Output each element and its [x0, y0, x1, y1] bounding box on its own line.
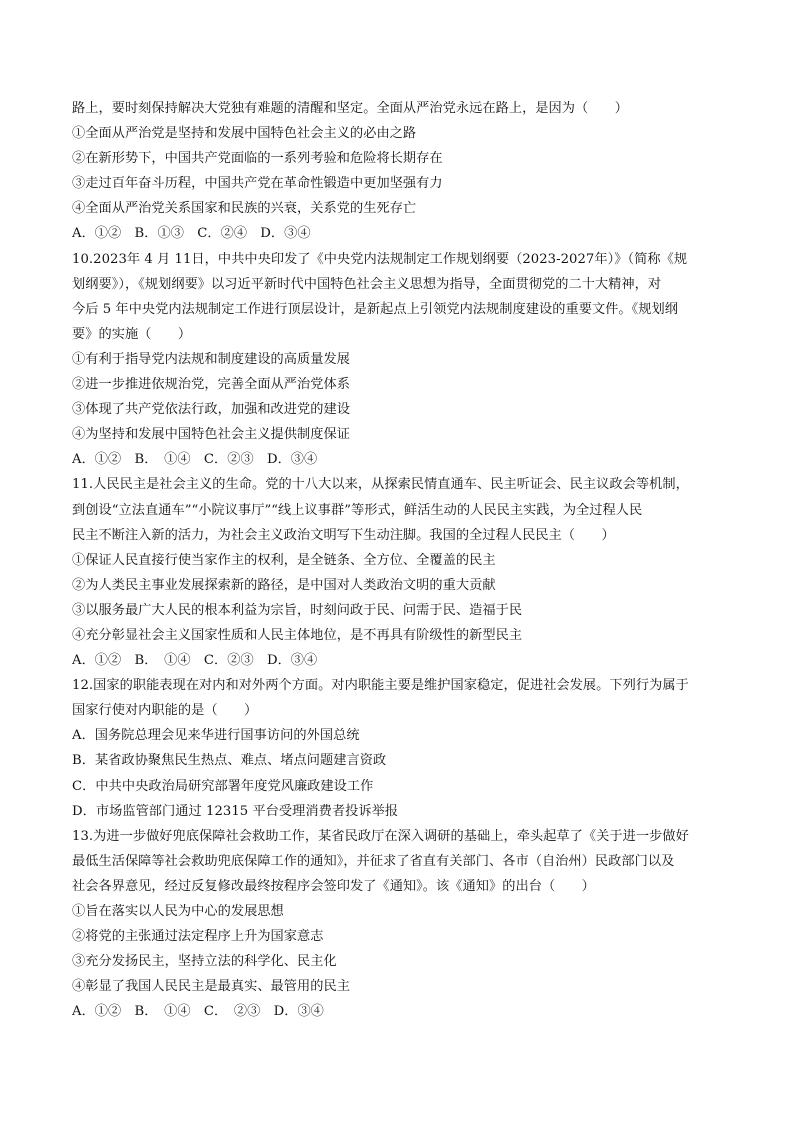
q9-answer-options: A．①② B．①③ C．②④ D．③④: [72, 226, 311, 242]
q13-statement-4: ④彰显了我国人民民主是最真实、最管用的民主: [72, 979, 350, 995]
q11-statement-2: ②为人类民主事业发展探索新的路径，是中国对人类政治文明的重大贡献: [72, 577, 496, 593]
q9-statement-4: ④全面从严治党关系国家和民族的兴衰，关系党的生死存亡: [72, 201, 417, 217]
q10-statement-4: ④为坚持和发展中国特色社会主义提供制度保证: [72, 427, 350, 443]
q11-stem-line-3: 民主不断注入新的活力，为社会主义政治文明写下生动注脚。我国的全过程人民民主（ ）: [72, 527, 615, 543]
q9-statement-2: ②在新形势下，中国共产党面临的一系列考验和危险将长期存在: [72, 151, 443, 167]
q12-option-a: A．国务院总理会见来华进行国事访问的外国总统: [72, 728, 360, 744]
q11-stem-line-1: 11.人民民主是社会主义的生命。党的十八大以来，从探索民情直通车、民主听证会、民主议政会等机制，: [72, 477, 689, 493]
exam-page: [72, 96, 724, 1024]
q10-stem-line-1: 10.2023年 4 月 11日，中共中央印发了《中央党内法规制定工作规划纲要（2023-2027年）》（简称《规: [72, 251, 688, 267]
q13-statement-3: ③充分发扬民主，坚持立法的科学化、民主化: [72, 954, 337, 970]
q11-statement-4: ④充分彰显社会主义国家性质和人民主体地位，是不再具有阶级性的新型民主: [72, 627, 523, 643]
q10-stem-line-3: 今后 5 年中央党内法规制定工作进行顶层设计，是新起点上引领党内法规制度建设的重要文件。《规划纲: [72, 301, 679, 317]
q10-statement-2: ②进一步推进依规治党，完善全面从严治党体系: [72, 377, 350, 393]
q13-stem-line-3: 社会各界意见，经过反复修改最终按程序会签印发了《通知》。该《通知》的出台（ ）: [72, 878, 595, 894]
q10-answer-options: A．①② B． ①④ C．②③ D．③④: [72, 452, 318, 468]
q12-stem-line-2: 国家行使对内职能的是（ ）: [72, 703, 258, 719]
q11-stem-line-2: 到创设“立法直通车”“小院议事厅”“线上议事群”等形式，鲜活生动的人民民主实践，为全过程人民: [72, 502, 643, 518]
q9-stem-continued: 路上，要时刻保持解决大党独有难题的清醒和坚定。全面从严治党永远在路上，是因为（ ）: [72, 101, 628, 116]
q9-statement-3: ③走过百年奋斗历程，中国共产党在革命性锻造中更加坚强有力: [72, 176, 443, 192]
q10-stem-line-4: 要》的实施（ ）: [72, 326, 192, 342]
q13-statement-2: ②将党的主张通过法定程序上升为国家意志: [72, 929, 324, 945]
q11-answer-options: A．①② B． ①④ C．②③ D．③④: [72, 653, 318, 669]
q12-stem-line-1: 12.国家的职能表现在对内和对外两个方面。对内职能主要是维护国家稳定，促进社会发展。下列行为属于: [72, 678, 689, 694]
q10-statement-1: ①有利于指导党内法规和制度建设的高质量发展: [72, 351, 350, 367]
q13-statement-1: ①旨在落实以人民为中心的发展思想: [72, 904, 284, 919]
q13-stem-line-2: 最低生活保障等社会救助兜底保障工作的通知》，并征求了省直有关部门、各市（自治州）民政部门以及: [72, 853, 675, 869]
q11-statement-1: ①保证人民直接行使当家作主的权利，是全链条、全方位、全覆盖的民主: [72, 552, 496, 568]
q11-statement-3: ③以服务最广大人民的根本利益为宗旨，时刻问政于民、问需于民、造福于民: [72, 602, 523, 618]
q10-statement-3: ③体现了共产党依法行政，加强和改进党的建设: [72, 402, 350, 418]
q10-stem-line-2: 划纲要》），《规划纲要》以习近平新时代中国特色社会主义思想为指导，全面贯彻党的二十大精神，对: [72, 276, 662, 292]
q12-option-d: D．市场监管部门通过 12315 平台受理消费者投诉举报: [72, 803, 399, 819]
q13-stem-line-1: 13.为进一步做好兜底保障社会救助工作，某省民政厅在深入调研的基础上，牵头起草了《关于进一步做好: [72, 828, 689, 844]
q12-option-c: C．中共中央政治局研究部署年度党风廉政建设工作: [72, 778, 374, 794]
q12-option-b: B．某省政协聚焦民生热点、难点、堵点问题建言资政: [72, 753, 387, 769]
q9-statement-1: ①全面从严治党是坚持和发展中国特色社会主义的必由之路: [72, 126, 417, 142]
q13-answer-options: A．①② B． ①④ C． ②③ D．③④: [72, 1004, 324, 1020]
